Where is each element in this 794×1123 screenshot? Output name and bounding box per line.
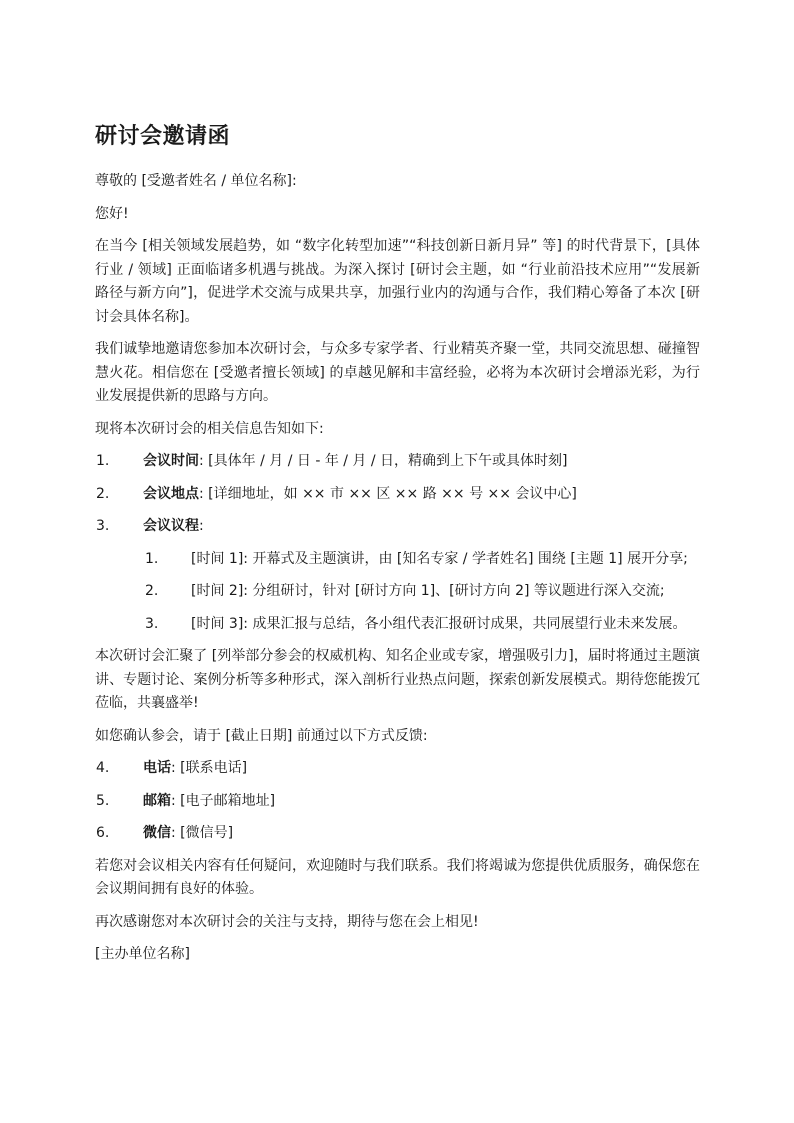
salutation: 尊敬的 [受邀者姓名 / 单位名称]: — [95, 173, 297, 189]
invitation-paragraph: 我们诚挚地邀请您参加本次研讨会，与众多专家学者、行业精英齐聚一堂，共同交流思想、碰撞智慧火花。相信您在 [受邀者擅长领域] 的卓越见解和丰富经验，必将为本次研讨会增添光彩，为行业发展提供新的思路与方向。 — [95, 341, 700, 404]
agenda-item — [95, 580, 700, 604]
list-number: 2. — [96, 485, 110, 502]
document-title: 研讨会邀请函 — [95, 124, 231, 149]
contact-item-email — [95, 790, 700, 814]
greeting: 您好! — [95, 205, 129, 222]
agenda-item — [95, 548, 700, 572]
highlights-paragraph: 本次研讨会汇聚了 [列举部分参会的权威机构、知名企业或专家，增强吸引力]，届时将通过主题演讲、专题讨论、案例分析等多种形式，深入剖析行业热点问题，探索创新发展模式。期待您能拨冗莅临，共襄盛举! — [95, 648, 700, 711]
list-number: 1. — [96, 453, 110, 469]
list-number: 3. — [96, 518, 110, 534]
info-label: 会议时间 — [143, 453, 199, 469]
agenda-item — [95, 613, 700, 637]
agenda-text: [时间 3]: 成果汇报与总结，各小组代表汇报研讨成果，共同展望行业未来发展。 — [191, 615, 687, 632]
info-value: : [具体年 / 月 / 日 - 年 / 月 / 日，精确到上下午或具体时刻] — [199, 453, 568, 469]
contact-intro: 如您确认参会，请于 [截止日期] 前通过以下方式反馈: — [95, 727, 428, 744]
contact-label: 邮箱 — [143, 792, 171, 809]
agenda-text: [时间 2]: 分组研讨，针对 [研讨方向 1]、[研讨方向 2] 等议题进行深入交流; — [191, 583, 665, 599]
info-item-time — [95, 450, 700, 474]
info-value: : — [199, 518, 204, 534]
contact-value: : [联系电话] — [171, 760, 248, 776]
contact-item-phone — [95, 757, 700, 781]
info-label: 会议地点 — [143, 485, 199, 502]
info-label: 会议议程 — [143, 518, 199, 534]
info-item-agenda — [95, 515, 700, 539]
intro-paragraph: 在当今 [相关领域发展趋势，如 “数字化转型加速”“科技创新日新月异” 等] 的时代背景下，[具体行业 / 领域] 正面临诸多机遇与挑战。为深入探讨 [研讨会主题，如 “行业前沿技术应用”“发展新路径与新方向”]，促进学术交流与成果共享，加强行业内的沟通与合作，我们精心筹备了本次 [研讨会具体名称]。 — [95, 238, 700, 325]
info-value: : [详细地址，如 ×× 市 ×× 区 ×× 路 ×× 号 ×× 会议中心] — [199, 485, 577, 502]
contact-value: : [微信号] — [171, 825, 234, 841]
list-number: 4. — [96, 760, 110, 776]
agenda-text: [时间 1]: 开幕式及主题演讲，由 [知名专家 / 学者姓名] 围绕 [主题 1] 展开分享; — [191, 550, 688, 567]
support-paragraph: 若您对会议相关内容有任何疑问，欢迎随时与我们联系。我们将竭诚为您提供优质服务，确保您在会议期间拥有良好的体验。 — [95, 857, 700, 897]
contact-value: : [电子邮箱地址] — [171, 792, 276, 809]
list-number: 5. — [96, 792, 110, 809]
info-intro: 现将本次研讨会的相关信息告知如下: — [95, 420, 324, 437]
contact-label: 微信 — [143, 825, 171, 841]
list-number: 2. — [145, 583, 159, 599]
contact-item-wechat — [95, 822, 700, 846]
list-number: 6. — [96, 825, 110, 841]
thanks-paragraph: 再次感谢您对本次研讨会的关注与支持，期待与您在会上相见! — [95, 913, 479, 930]
info-item-location — [95, 483, 700, 507]
list-number: 1. — [145, 550, 159, 567]
signature: [主办单位名称] — [95, 946, 190, 962]
contact-label: 电话 — [143, 760, 171, 776]
list-number: 3. — [145, 615, 159, 632]
